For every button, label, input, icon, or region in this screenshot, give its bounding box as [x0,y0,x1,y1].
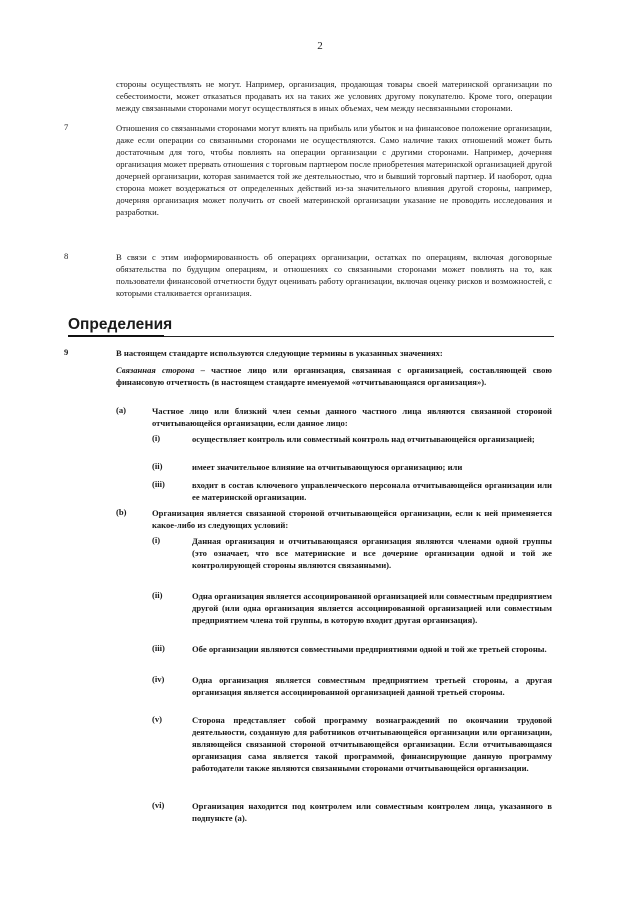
clause-a-label: (a) [116,405,127,415]
clause-a-ii-text: имеет значительное влияние на отчитывающуюся организацию; или [192,462,463,472]
paragraph-7: Отношения со связанными сторонами могут влиять на прибыль или убыток и на финансовое положение организации, даже если операции со связанными сторонами не осуществляются. Само наличие таких отношений может быть достаточным для того, чтобы повлиять на операции организации с другими сторонами. Например, дочерняя организация может прервать отношения с торговым партнером после приобретения материнской организацией другой дочерней организации, которая занимается той же деятельностью, что и бывший торговый партнер. И наоборот, одна сторона может воздержаться от определенных действий из-за значительного влияния другой стороны, например, дочерняя организация может получить от своей материнской организации указание не проводить исследования и разработки. [116,123,552,217]
clause-b-ii-text: Одна организация является ассоциированной организацией или совместным предприятием другой (или одна организация является ассоциированной организацией или совместным предприятием члена той группы, в которую входит другая организация). [192,591,552,625]
clause-a-text: Частное лицо или близкий член семьи данного частного лица являются связанной стороной отчитывающейся организации, если данное лицо: [152,406,552,428]
clause-b-iv-label: (iv) [152,674,165,684]
clause-a-i-label: (i) [152,433,161,443]
continued-paragraph: стороны осуществлять не могут. Например, организация, продающая товары своей материнской организации по себестоимости, может отказаться продавать их на таких же условиях другому покупателю. Кроме того, операции между связанными сторонами могут осуществляться в иных объемах, чем между несвязанными сторонами. [116,79,552,113]
clause-b-ii-label: (ii) [152,590,163,600]
page-number: 2 [317,40,323,52]
clause-a-i-text: осуществляет контроль или совместный контроль над отчитывающейся организацией; [192,434,535,444]
paragraph-8: В связи с этим информированность об операциях организации, остатках по операциям, включая договорные обязательства по будущим операциям, и отношениях со связанными сторонами может повлиять на то, как пользователи финансовой отчетности будут оценивать работу организации, включая оценку рисков и возможностей, с которыми сталкивается организация. [116,252,552,298]
paragraph-number-7: 7 [64,122,69,132]
definition-term: Связанная сторона [116,365,195,375]
paragraph-9-intro: В настоящем стандарте используются следующие термины в указанных значениях: [116,348,443,358]
clause-a-iii-text: входит в состав ключевого управленческого персонала отчитывающейся организации или ее материнской организации. [192,480,552,502]
clause-b-iv-text: Одна организация является совместным предприятием третьей стороны, а другая организация является ассоциированной организацией данной третьей стороны. [192,675,552,697]
clause-b-vi-label: (vi) [152,800,165,810]
clause-b-iii-label: (iii) [152,643,165,653]
related-party-definition [116,364,552,388]
section-heading [68,316,554,337]
clause-b-label: (b) [116,507,127,517]
clause-b-i-text: Данная организация и отчитывающаяся организация являются членами одной группы (это означает, что все материнские и все дочерние организации одной и той же контролирующей стороны являются связанными). [192,536,552,570]
section-heading-text: Определения [68,316,173,333]
clause-b-text: Организация является связанной стороной отчитывающейся организации, если к ней применяется какое-либо из следующих условий: [152,508,552,530]
clause-b-vi-text: Организация находится под контролем или совместным контролем лица, указанного в подпункте (a). [192,801,552,823]
paragraph-number-8: 8 [64,251,69,261]
clause-b-v-label: (v) [152,714,163,724]
clause-a-ii-label: (ii) [152,461,163,471]
clause-b-v-text: Сторона представляет собой программу вознаграждений по окончании трудовой деятельности, созданную для работников отчитывающейся организации или организации, являющейся связанной стороной отчитывающейся организации. Если отчитывающаяся организация сама является такой программой, финансирующие данную программу работодатели также являются связанными сторонами отчитывающейся организации. [192,715,552,773]
clause-a-iii-label: (iii) [152,479,165,489]
paragraph-number-9: 9 [64,347,69,357]
definition-text: – частное лицо или организация, связанная с организацией, составляющей свою финансовую отчетность (в настоящем стандарте именуемой «отчитывающаяся организация»). [116,365,553,387]
clause-b-iii-text: Обе организации являются совместными предприятиями одной и той же третьей стороны. [192,644,547,654]
clause-b-i-label: (i) [152,535,161,545]
